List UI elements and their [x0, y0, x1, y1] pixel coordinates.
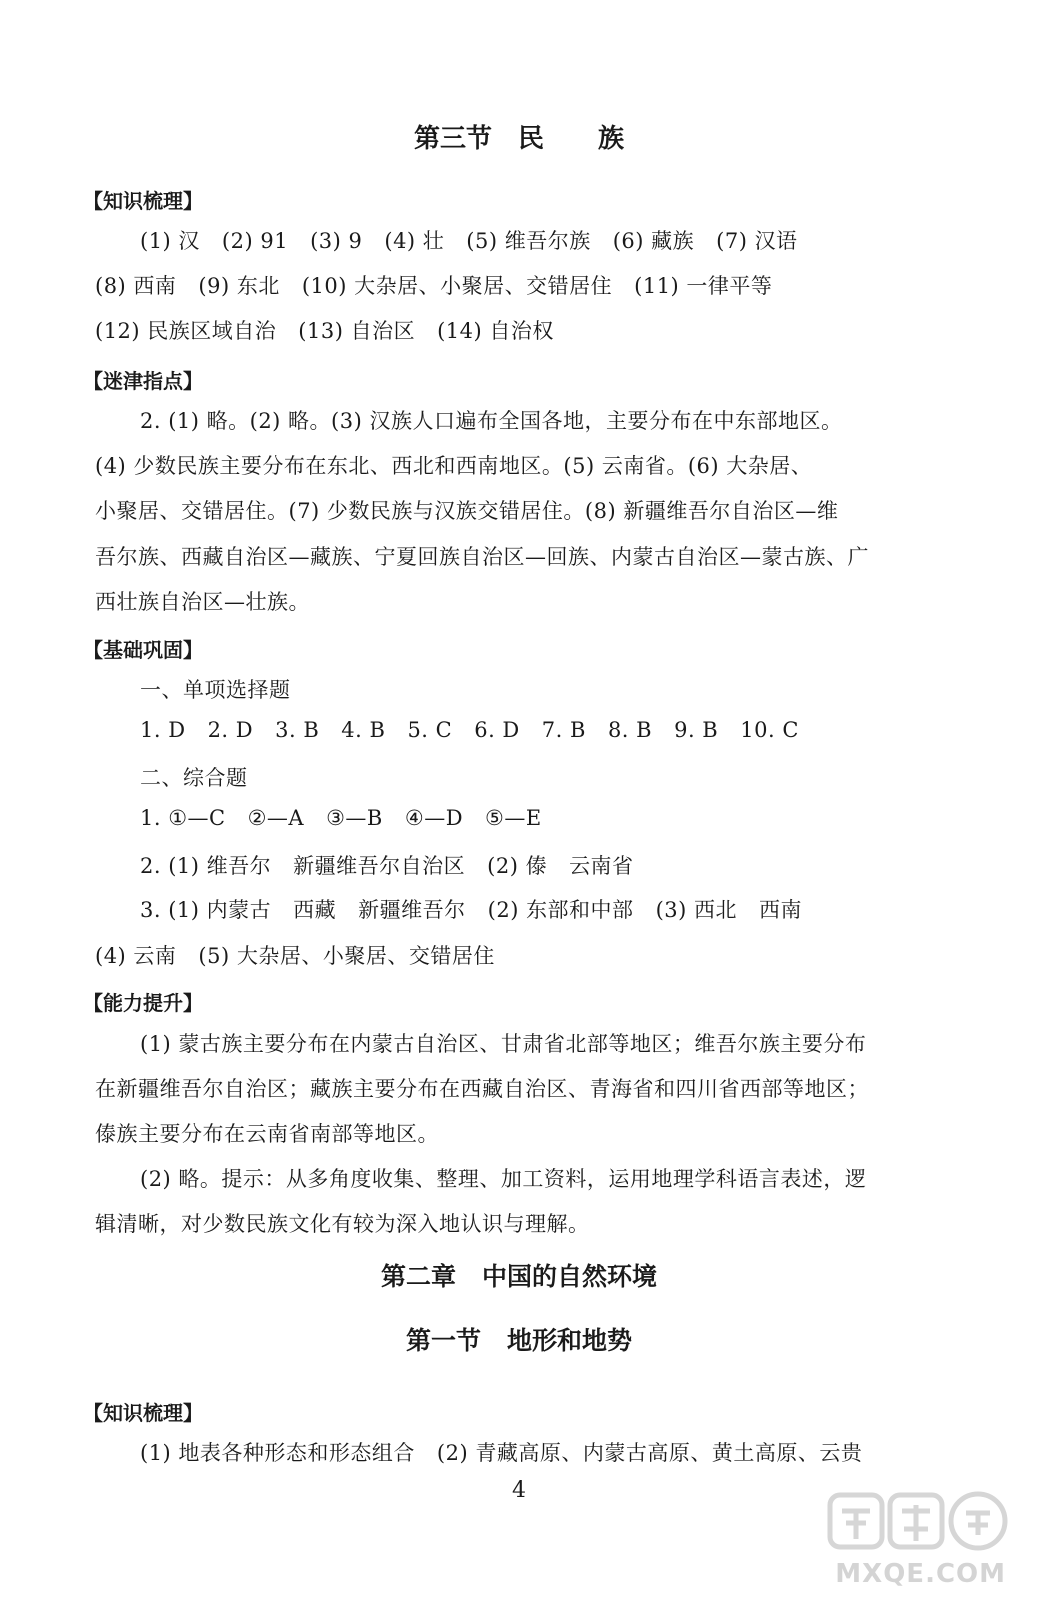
- watermark-logo-icon: [816, 1485, 1016, 1555]
- advance-line-1: (1) 蒙古族主要分布在内蒙古自治区、甘肃省北部等地区；维吾尔族主要分布: [140, 1032, 867, 1056]
- answer-item: 2. (1) 维吾尔: [140, 854, 272, 878]
- answer-item: (10) 大杂居、小聚居、交错居住: [301, 274, 613, 298]
- answer-item: 4. B: [341, 718, 386, 742]
- advance-line-2: 在新疆维吾尔自治区；藏族主要分布在西藏自治区、青海省和四川省西部等地区；: [95, 1077, 869, 1101]
- answer-item: 9. B: [674, 718, 719, 742]
- comprehensive-q3-line2: [95, 940, 955, 970]
- heading-advance: 【能力提升】: [83, 991, 203, 1015]
- heading-knowledge: 【知识梳理】: [83, 189, 203, 213]
- answer-item: (7) 汉语: [716, 229, 798, 253]
- answer-item: (12) 民族区域自治: [95, 319, 277, 343]
- answer-item: 7. B: [541, 718, 586, 742]
- advance-line-5: 辑清晰，对少数民族文化有较为深入地认识与理解。: [95, 1212, 590, 1236]
- answer-item: (4) 壮: [384, 229, 445, 253]
- answer-item: 5. C: [407, 718, 453, 742]
- comprehensive-q1: [140, 806, 955, 830]
- advance-line-3: 傣族主要分布在云南省南部等地区。: [95, 1122, 439, 1146]
- comprehensive-q2: [140, 850, 955, 880]
- watermark-text: MXQE.COM: [835, 1559, 1006, 1589]
- advance-line-4: (2) 略。提示：从多角度收集、整理、加工资料，运用地理学科语言表述，逻: [140, 1167, 867, 1191]
- answer-item: ④—D: [404, 806, 464, 830]
- answer-item: ②—A: [247, 806, 305, 830]
- answer-item: (13) 自治区: [298, 319, 416, 343]
- section2-title: 第一节 地形和地势: [405, 1326, 633, 1355]
- answer-item: 8. B: [607, 718, 653, 742]
- answer-item: (8) 西南: [95, 274, 177, 298]
- answer-item: (5) 大杂居、小聚居、交错居住: [198, 944, 495, 968]
- answer-item: 西藏: [293, 898, 337, 922]
- answer-item: 云南省: [569, 854, 634, 878]
- choice-answers: [140, 718, 955, 742]
- answer-item: (3) 西北: [655, 898, 737, 922]
- answer-item: 3. (1) 内蒙古: [140, 898, 272, 922]
- knowledge2-line-1: [140, 1437, 955, 1467]
- answer-item: (11) 一律平等: [634, 274, 773, 298]
- answer-item: 新疆维吾尔: [358, 898, 466, 922]
- heading-basics: 【基础巩固】: [83, 638, 203, 662]
- answer-item: (6) 藏族: [612, 229, 695, 253]
- section-title: 第三节 民 族: [413, 124, 625, 154]
- answer-item: 3. B: [275, 718, 320, 742]
- guidance-line-3: 小聚居、交错居住。(7) 少数民族与汉族交错居住。(8) 新疆维吾尔自治区—维: [95, 499, 839, 523]
- answer-item: 10. C: [740, 718, 799, 742]
- knowledge-line-2: [95, 270, 955, 300]
- answer-item: (2) 傣: [487, 854, 548, 878]
- answer-item: (2) 青藏高原、内蒙古高原、黄土高原、云贵: [436, 1441, 863, 1465]
- knowledge-line-1: [140, 225, 955, 255]
- answer-item: (9) 东北: [198, 274, 280, 298]
- answer-item: (1) 汉: [140, 229, 200, 253]
- answer-item: (2) 91: [221, 229, 289, 253]
- answer-item: (14) 自治权: [437, 319, 554, 343]
- answer-item: 2. D: [207, 718, 254, 742]
- answer-item: 1. ①—C: [140, 806, 226, 830]
- answer-item: ⑤—E: [485, 806, 542, 830]
- page-number: 4: [512, 1478, 526, 1503]
- answer-item: (5) 维吾尔族: [466, 229, 591, 253]
- answer-item: 6. D: [474, 718, 520, 742]
- guidance-line-5: 西壮族自治区—壮族。: [95, 590, 310, 614]
- watermark: [816, 1485, 1016, 1595]
- guidance-line-1: 2. (1) 略。(2) 略。(3) 汉族人口遍布全国各地，主要分布在中东部地区。: [140, 409, 843, 433]
- answer-item: (1) 地表各种形态和形态组合: [140, 1441, 415, 1465]
- answer-item: (4) 云南: [95, 944, 177, 968]
- answer-item: 西南: [758, 898, 802, 922]
- basics-part2-label: 二、综合题: [140, 766, 248, 790]
- answer-item: 新疆维吾尔自治区: [293, 854, 466, 878]
- chapter-title: 第二章 中国的自然环境: [380, 1262, 658, 1291]
- answer-item: 1. D: [140, 718, 186, 742]
- answer-item: (3) 9: [310, 229, 363, 253]
- knowledge-line-3: [95, 315, 955, 345]
- heading-guidance: 【迷津指点】: [83, 369, 203, 393]
- heading-knowledge-2: 【知识梳理】: [83, 1401, 203, 1425]
- answer-item: (2) 东部和中部: [487, 898, 634, 922]
- answer-item: ③—B: [326, 806, 383, 830]
- guidance-line-4: 吾尔族、西藏自治区—藏族、宁夏回族自治区—回族、内蒙古自治区—蒙古族、广: [95, 545, 869, 569]
- guidance-line-2: (4) 少数民族主要分布在东北、西北和西南地区。(5) 云南省。(6) 大杂居、: [95, 454, 813, 478]
- basics-part1-label: 一、单项选择题: [140, 678, 291, 702]
- comprehensive-q3-line1: [140, 894, 955, 924]
